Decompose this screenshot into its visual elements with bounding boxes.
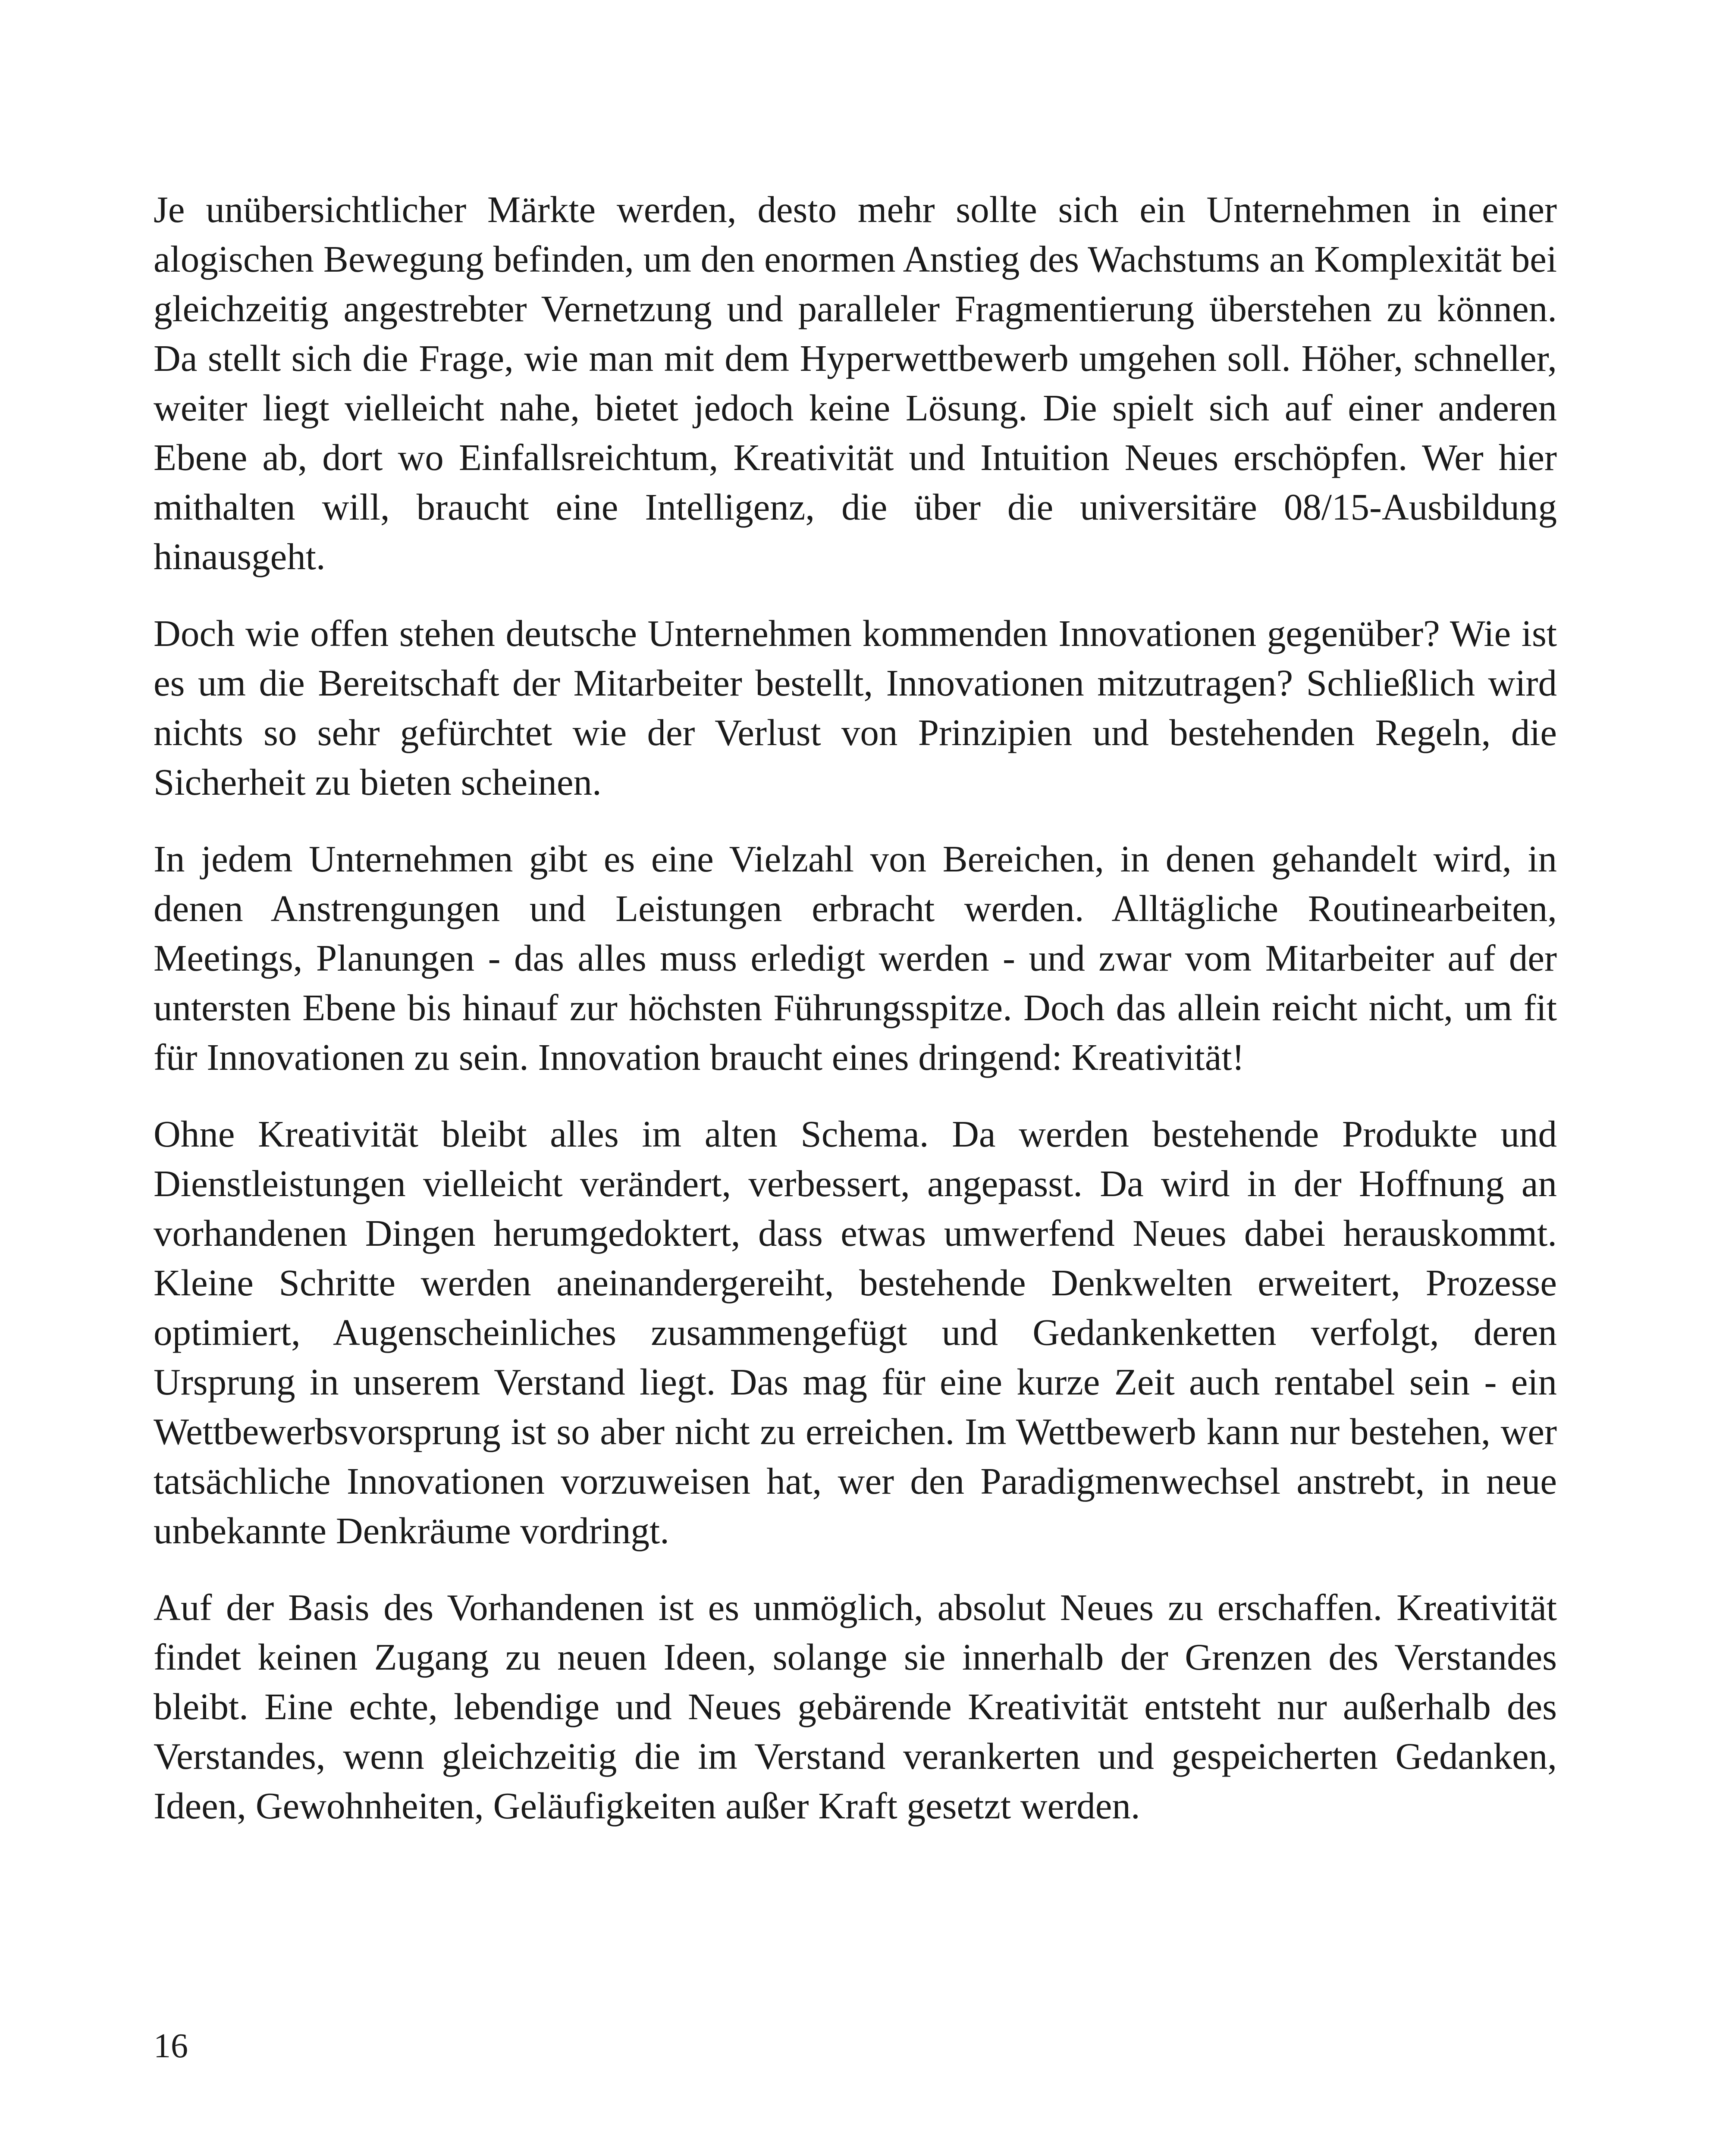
- paragraph-4: Ohne Kreativität bleibt alles im alten Schema. Da werden bestehende Produkte und Dienstleistungen vielleicht verändert, verbessert, angepasst. Da wird in der Hoffnung an vorhandenen Dingen herumgedoktert, dass etwas umwerfend Neues dabei herauskommt. Kleine Schritte werden aneinandergereiht, bestehende Denkwelten erweitert, Prozesse optimiert, Augenscheinliches zusammengefügt und Gedankenketten verfolgt, deren Ursprung in unserem Verstand liegt. Das mag für eine kurze Zeit auch rentabel sein - ein Wettbewerbsvorsprung ist so aber nicht zu erreichen. Im Wettbewerb kann nur bestehen, wer tatsächliche Innovationen vorzuweisen hat, wer den Paradigmenwechsel anstrebt, in neue unbekannte Denkräume vordringt.: [154, 1113, 1557, 1551]
- paragraph-3: In jedem Unternehmen gibt es eine Vielzahl von Bereichen, in denen gehandelt wird, in denen Anstrengungen und Leistungen erbracht werden. Alltägliche Routinearbeiten, Meetings, Planungen - das alles muss erledigt werden - und zwar vom Mitarbeiter auf der untersten Ebene bis hinauf zur höchsten Führungsspitze. Doch das allein reicht nicht, um fit für Innovationen zu sein. Innovation braucht eines dringend: Kreativität!: [154, 838, 1557, 1078]
- paragraph-1: Je unübersichtlicher Märkte werden, desto mehr sollte sich ein Unternehmen in einer alogischen Bewegung befinden, um den enormen Anstieg des Wachstums an Komplexität bei gleichzeitig angestrebter Vernetzung und paralleler Fragmentierung überstehen zu können. Da stellt sich die Frage, wie man mit dem Hyperwettbewerb umgehen soll. Höher, schneller, weiter liegt vielleicht nahe, bietet jedoch keine Lösung. Die spielt sich auf einer anderen Ebene ab, dort wo Einfallsreichtum, Kreativität und Intuition Neues erschöpfen. Wer hier mithalten will, braucht eine Intelligenz, die über die universitäre 08/15-Ausbildung hinausgeht.: [154, 188, 1557, 577]
- page-number: 16: [154, 2027, 188, 2065]
- paragraph-5: Auf der Basis des Vorhandenen ist es unmöglich, absolut Neues zu erschaffen. Kreativität findet keinen Zugang zu neuen Ideen, solange sie innerhalb der Grenzen des Verstandes bleibt. Eine echte, lebendige und Neues gebärende Kreativität entsteht nur außerhalb des Verstandes, wenn gleichzeitig die im Verstand verankerten und gespeicherten Gedanken, Ideen, Gewohnheiten, Geläufigkeiten außer Kraft gesetzt werden.: [154, 1586, 1557, 1827]
- body-text: [154, 185, 1557, 1830]
- paragraph-2: Doch wie offen stehen deutsche Unternehmen kommenden Innovationen gegenüber? Wie ist es um die Bereitschaft der Mitarbeiter bestellt, Innovationen mitzutragen? Schließlich wird nichts so sehr gefürchtet wie der Verlust von Prinzipien und bestehenden Regeln, die Sicherheit zu bieten scheinen.: [154, 612, 1557, 803]
